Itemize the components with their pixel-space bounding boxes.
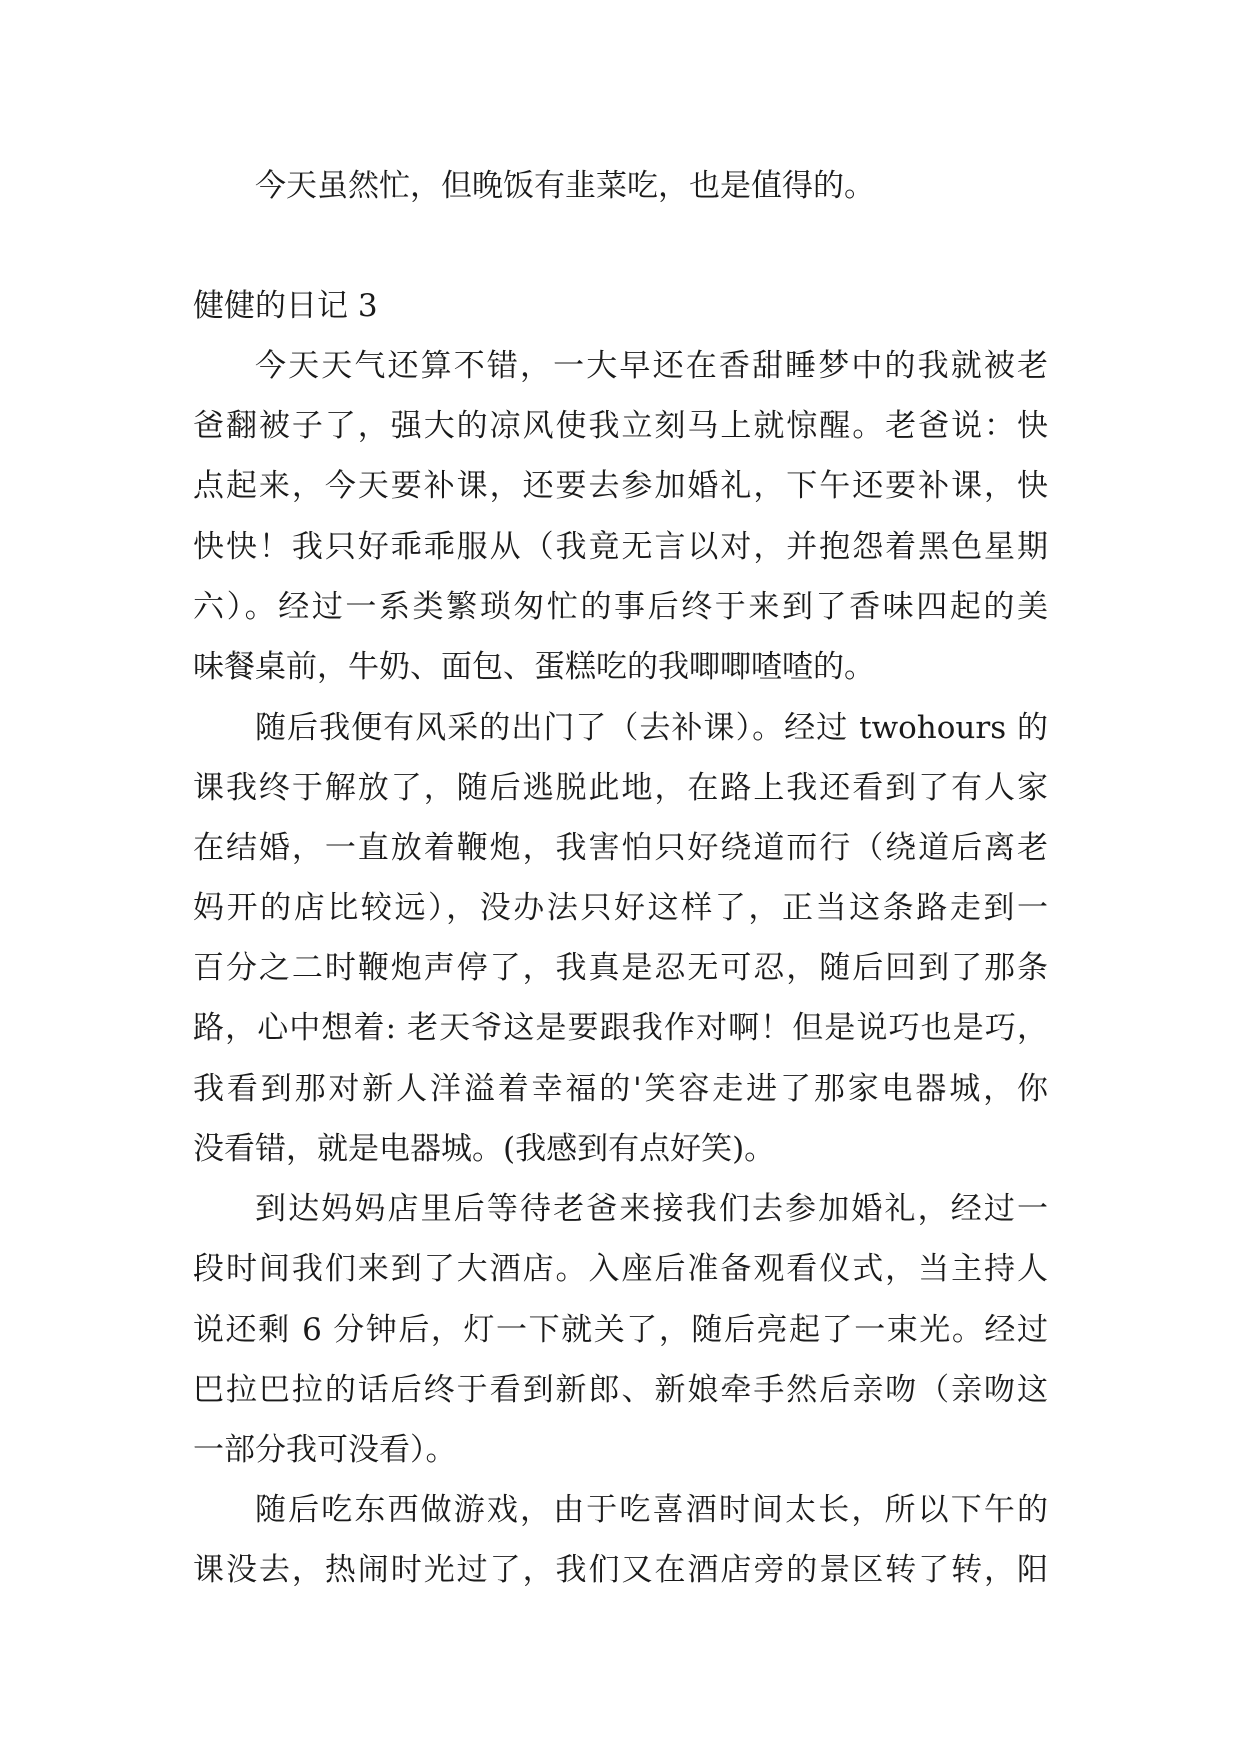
paragraph-line: 味餐桌前，牛奶、面包、蛋糕吃的我唧唧喳喳的。 [193, 649, 875, 685]
paragraph-line: 点起来，今天要补课，还要去参加婚礼，下午还要补课，快 [193, 468, 1048, 504]
paragraph-line: 路，心中想着: 老天爷这是要跟我作对啊！但是说巧也是巧， [193, 1010, 1048, 1046]
paragraph-line: 六）。经过一系类繁琐匆忙的事后终于来到了香味四起的美 [193, 589, 1048, 625]
paragraph-line: 一部分我可没看）。 [193, 1432, 457, 1468]
paragraph-line: 妈开的店比较远），没办法只好这样了，正当这条路走到一 [193, 890, 1048, 926]
section-title: 健健的日记 3 [193, 288, 378, 324]
paragraph-line: 段时间我们来到了大酒店。入座后准备观看仪式，当主持人 [193, 1251, 1048, 1287]
paragraph-line: 随后吃东西做游戏，由于吃喜酒时间太长，所以下午的 [255, 1492, 1048, 1528]
intro-line: 今天虽然忙，但晚饭有韭菜吃，也是值得的。 [255, 168, 875, 204]
paragraph-line: 在结婚，一直放着鞭炮，我害怕只好绕道而行（绕道后离老 [193, 830, 1048, 866]
paragraph-line: 百分之二时鞭炮声停了，我真是忍无可忍，随后回到了那条 [193, 950, 1048, 986]
paragraph-line: 课我终于解放了，随后逃脱此地，在路上我还看到了有人家 [193, 770, 1048, 806]
paragraph-line: 我看到那对新人洋溢着幸福的'笑容走进了那家电器城，你 [193, 1071, 1048, 1107]
paragraph-line: 巴拉巴拉的话后终于看到新郎、新娘牵手然后亲吻（亲吻这 [193, 1372, 1048, 1408]
paragraph-line: 到达妈妈店里后等待老爸来接我们去参加婚礼，经过一 [255, 1191, 1048, 1227]
paragraph-line: 随后我便有风采的出门了（去补课）。经过 twohours 的 [255, 710, 1048, 746]
paragraph-line: 快快！我只好乖乖服从（我竟无言以对，并抱怨着黑色星期 [193, 529, 1048, 565]
paragraph-line: 爸翻被子了，强大的凉风使我立刻马上就惊醒。老爸说：快 [193, 408, 1048, 444]
paragraph-line: 没看错，就是电器城。(我感到有点好笑)。 [193, 1131, 776, 1167]
paragraph-line: 课没去，热闹时光过了，我们又在酒店旁的景区转了转，阳 [193, 1552, 1048, 1588]
paragraph-line: 今天天气还算不错，一大早还在香甜睡梦中的我就被老 [255, 348, 1048, 384]
paragraph-line: 说还剩 6 分钟后，灯一下就关了，随后亮起了一束光。经过 [193, 1312, 1048, 1348]
